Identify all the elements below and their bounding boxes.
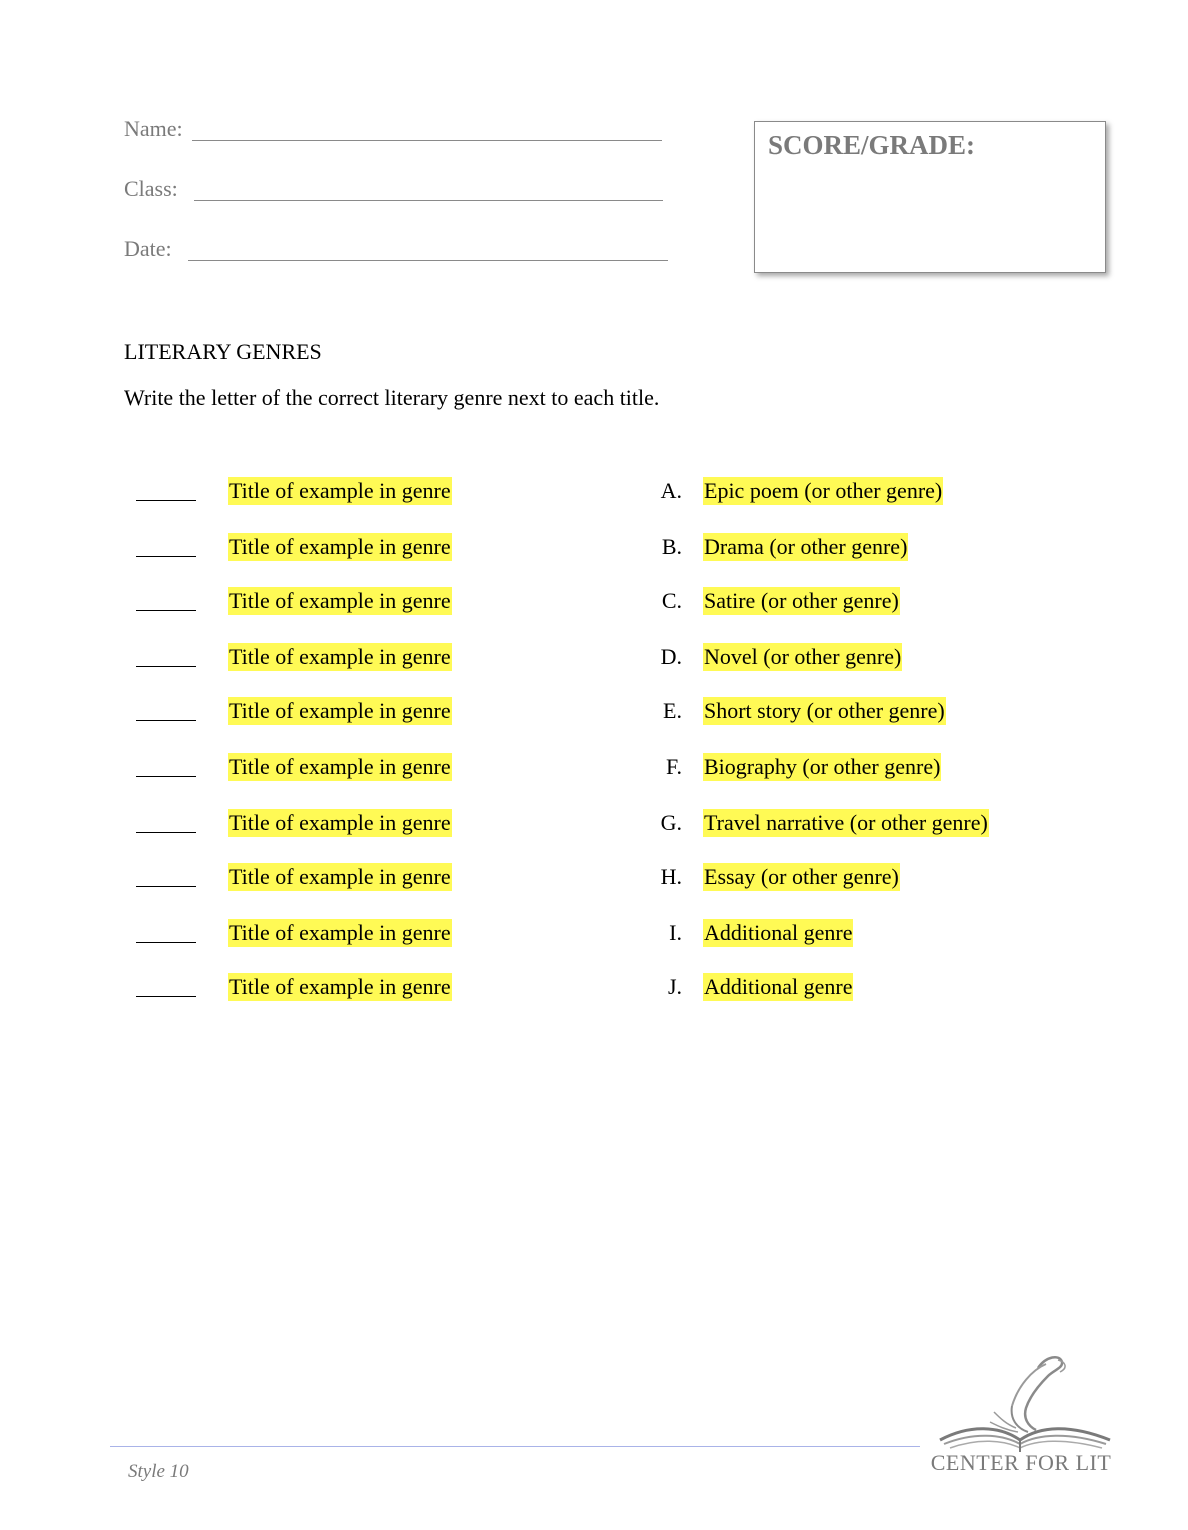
- example-title: Title of example in genre: [229, 810, 451, 835]
- date-line[interactable]: [188, 260, 668, 261]
- genre-option: Satire (or other genre): [704, 588, 899, 613]
- list-item: [0, 919, 1188, 949]
- genre-letter: F.: [666, 754, 682, 779]
- example-title: Title of example in genre: [229, 864, 451, 889]
- list-item: [0, 753, 1188, 783]
- name-line[interactable]: [192, 140, 662, 141]
- class-field[interactable]: [124, 176, 664, 206]
- genre-option: Drama (or other genre): [704, 534, 908, 559]
- example-title: Title of example in genre: [229, 644, 451, 669]
- list-item: [0, 697, 1188, 727]
- example-title: Title of example in genre: [229, 920, 451, 945]
- list-item: [0, 587, 1188, 617]
- list-item: [0, 863, 1188, 893]
- answer-blank[interactable]: [136, 478, 196, 501]
- genre-letter: C.: [661, 588, 682, 613]
- class-label: Class:: [124, 176, 178, 201]
- genre-letter: J.: [667, 974, 682, 999]
- name-label: Name:: [124, 116, 183, 141]
- name-field[interactable]: [124, 116, 664, 146]
- answer-blank[interactable]: [136, 810, 196, 833]
- genre-letter: A.: [660, 478, 682, 503]
- page-title: LITERARY GENRES: [124, 339, 322, 364]
- genre-option: Essay (or other genre): [704, 864, 899, 889]
- score-grade-label: SCORE/GRADE:: [768, 130, 976, 160]
- genre-option: Travel narrative (or other genre): [704, 810, 988, 835]
- answer-blank[interactable]: [136, 754, 196, 777]
- example-title: Title of example in genre: [229, 974, 451, 999]
- footer-rule: [110, 1446, 920, 1447]
- list-item: [0, 477, 1188, 507]
- genre-letter: B.: [661, 534, 682, 559]
- genre-letter: D.: [660, 644, 682, 669]
- genre-option: Biography (or other genre): [704, 754, 941, 779]
- genre-option: Additional genre: [704, 920, 853, 945]
- answer-blank[interactable]: [136, 920, 196, 943]
- genre-option: Epic poem (or other genre): [704, 478, 943, 503]
- score-grade-box[interactable]: [754, 121, 1106, 273]
- date-field[interactable]: [124, 236, 672, 266]
- center-for-lit-logo-text: CENTER FOR LIT: [930, 1450, 1112, 1475]
- example-title: Title of example in genre: [229, 698, 451, 723]
- list-item: [0, 533, 1188, 563]
- answer-blank[interactable]: [136, 864, 196, 887]
- genre-option: Additional genre: [704, 974, 853, 999]
- example-title: Title of example in genre: [229, 588, 451, 613]
- answer-blank[interactable]: [136, 644, 196, 667]
- genre-letter: E.: [663, 698, 682, 723]
- style-label: Style 10: [128, 1461, 189, 1482]
- genre-option: Short story (or other genre): [704, 698, 945, 723]
- answer-blank[interactable]: [136, 588, 196, 611]
- instructions: Write the letter of the correct literary genre next to each title.: [124, 385, 660, 410]
- answer-blank[interactable]: [136, 698, 196, 721]
- example-title: Title of example in genre: [229, 478, 451, 503]
- genre-option: Novel (or other genre): [704, 644, 902, 669]
- example-title: Title of example in genre: [229, 534, 451, 559]
- answer-blank[interactable]: [136, 534, 196, 557]
- list-item: [0, 643, 1188, 673]
- date-label: Date:: [124, 236, 172, 261]
- genre-letter: G.: [660, 810, 682, 835]
- list-item: [0, 809, 1188, 839]
- genre-letter: H.: [660, 864, 682, 889]
- answer-blank[interactable]: [136, 974, 196, 997]
- list-item: [0, 973, 1188, 1003]
- genre-letter: I.: [669, 920, 682, 945]
- example-title: Title of example in genre: [229, 754, 451, 779]
- class-line[interactable]: [194, 200, 663, 201]
